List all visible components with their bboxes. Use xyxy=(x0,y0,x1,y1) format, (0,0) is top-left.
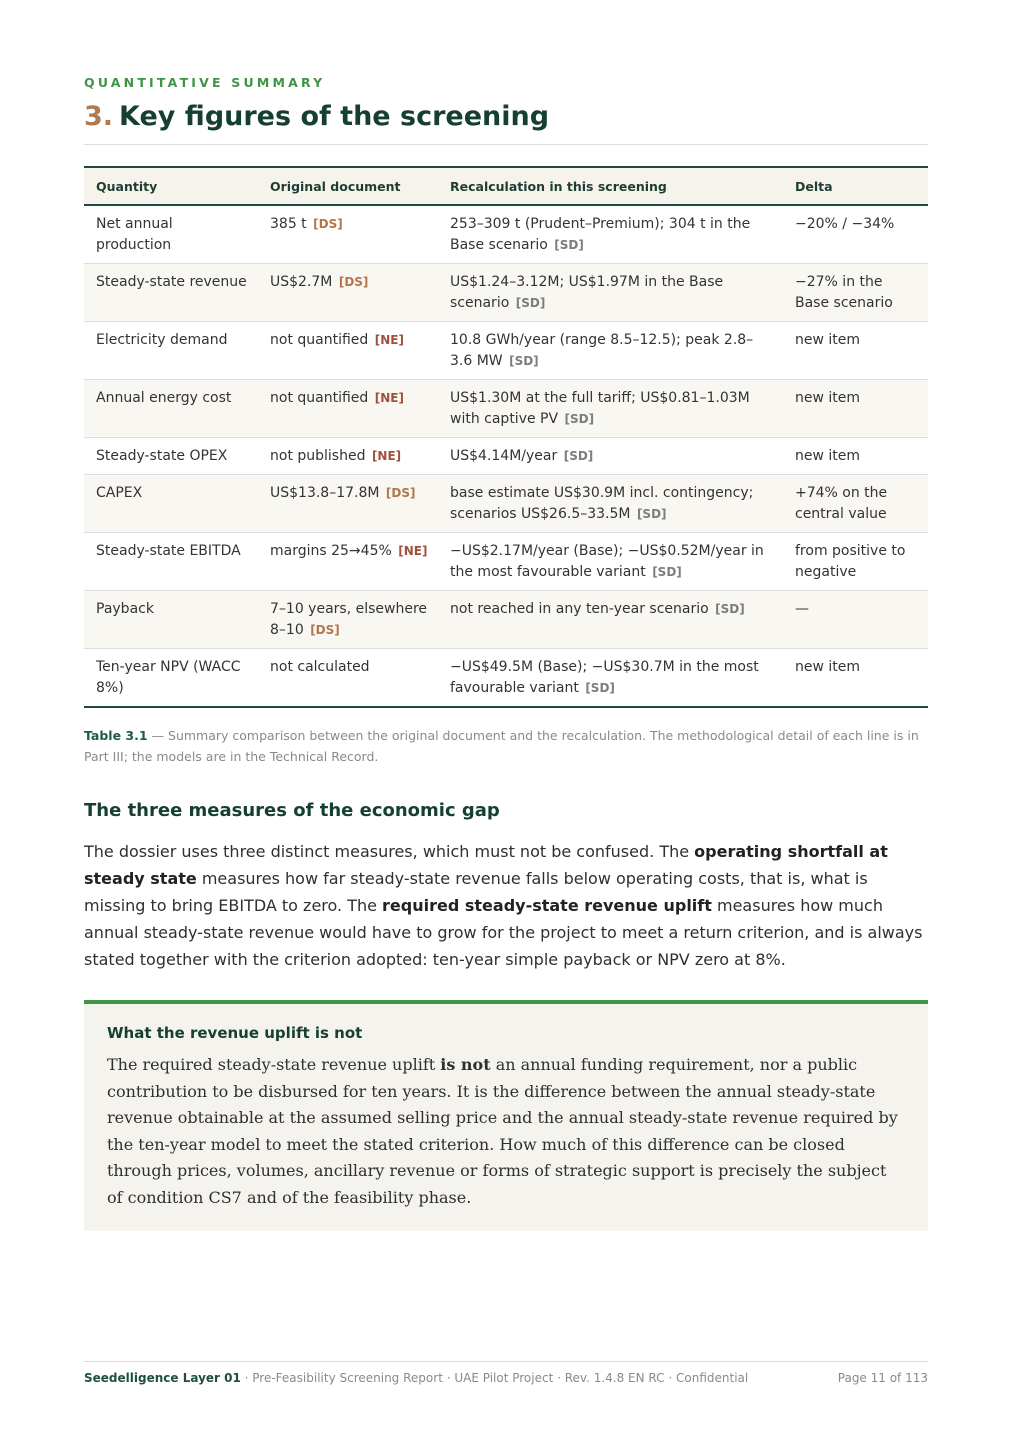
source-tag: [NE] xyxy=(398,544,428,558)
source-tag: [NE] xyxy=(374,333,404,347)
cell-recalc xyxy=(438,380,783,438)
cell-original-value: not quantified xyxy=(270,390,369,406)
cell-delta: +74% on the central value xyxy=(783,475,928,533)
source-tag: [SD] xyxy=(554,238,584,252)
callout-text: an annual funding requirement, nor a public contribution to be disbursed for ten years. It is the difference between the annual steady-state revenue obtainable at the assumed selling price and the annual steady-state revenue required by the ten-year model to meet the stated criterion. How much of this difference can be closed through prices, volumes, ancillary revenue or forms of strategic support is precisely the subject of condition CS7 and of the feasibility phase. xyxy=(107,1055,898,1207)
cell-original-value: US$13.8–17.8M xyxy=(270,485,380,501)
emphasis-term: operating shortfall at steady state xyxy=(84,842,888,888)
callout-text: The required steady-state revenue uplift xyxy=(107,1055,441,1074)
cell-recalc xyxy=(438,264,783,322)
cell-quantity: Steady-state OPEX xyxy=(84,438,258,475)
source-tag: [DS] xyxy=(313,217,343,231)
cell-original xyxy=(258,264,438,322)
cell-quantity: Annual energy cost xyxy=(84,380,258,438)
column-header-quantity: Quantity xyxy=(84,167,258,205)
table-row xyxy=(84,475,928,533)
cell-recalc xyxy=(438,649,783,708)
cell-original-value: not calculated xyxy=(270,659,370,675)
source-tag: [NE] xyxy=(371,449,402,463)
cell-recalc xyxy=(438,322,783,380)
source-tag: [SD] xyxy=(652,565,682,579)
cell-quantity: Steady-state revenue xyxy=(84,264,258,322)
column-header-delta: Delta xyxy=(783,167,928,205)
cell-recalc-value: 10.8 GWh/year (range 8.5–12.5); peak 2.8–3.6 MW xyxy=(450,332,754,369)
cell-recalc-value: base estimate US$30.9M incl. contingency; scenarios US$26.5–33.5M xyxy=(450,485,754,522)
source-tag: [SD] xyxy=(515,296,546,310)
source-tag: [SD] xyxy=(585,681,615,695)
cell-recalc-value: US$1.24–3.12M; US$1.97M in the Base scenario xyxy=(450,274,724,311)
caption-text: — Summary comparison between the original document and the recalculation. The methodological detail of each line is in Part III; the models are in the Technical Record. xyxy=(84,728,919,764)
title-divider xyxy=(84,144,928,145)
source-tag: [DS] xyxy=(310,623,340,637)
page-number: Page 11 of 113 xyxy=(837,1371,928,1385)
cell-delta: new item xyxy=(783,380,928,438)
cell-recalc-value: US$1.30M at the full tariff; US$0.81–1.03M with captive PV xyxy=(450,390,750,427)
cell-original-value: 7–10 years, elsewhere 8–10 xyxy=(270,601,428,638)
cell-original xyxy=(258,438,438,475)
cell-recalc-value: −US$2.17M/year (Base); −US$0.52M/year in the most favourable variant xyxy=(450,543,764,580)
summary-table xyxy=(84,166,928,708)
cell-original-value: 385 t xyxy=(270,216,307,232)
source-tag: [SD] xyxy=(564,412,595,426)
cell-recalc xyxy=(438,438,783,475)
source-tag: [NE] xyxy=(374,391,404,405)
table-row xyxy=(84,438,928,475)
cell-recalc-value: 253–309 t (Prudent–Premium); 304 t in the Base scenario xyxy=(450,216,751,253)
emphasis-term: required steady-state revenue uplift xyxy=(382,896,712,915)
cell-quantity: Payback xyxy=(84,591,258,649)
callout-body xyxy=(107,1052,905,1211)
page-title xyxy=(84,101,549,132)
cell-original-value: not published xyxy=(270,448,366,464)
cell-delta: — xyxy=(783,591,928,649)
subsection-title: The three measures of the economic gap xyxy=(84,800,500,821)
table-row xyxy=(84,533,928,591)
callout-title: What the revenue uplift is not xyxy=(107,1024,363,1042)
cell-original-value: US$2.7M xyxy=(270,274,333,290)
table-caption xyxy=(84,725,928,767)
body-paragraph xyxy=(84,838,928,973)
table-header-row xyxy=(84,167,928,205)
table-row xyxy=(84,264,928,322)
source-tag: [SD] xyxy=(563,449,594,463)
source-tag: [SD] xyxy=(509,354,539,368)
cell-delta: new item xyxy=(783,649,928,708)
page-footer xyxy=(84,1371,928,1385)
cell-delta: new item xyxy=(783,322,928,380)
cell-original-value: margins 25→45% xyxy=(270,543,392,559)
cell-original xyxy=(258,591,438,649)
table-row xyxy=(84,205,928,264)
section-kicker: QUANTITATIVE SUMMARY xyxy=(84,75,326,90)
column-header-original: Original document xyxy=(258,167,438,205)
paragraph-text: The dossier uses three distinct measures, which must not be confused. The xyxy=(84,842,695,861)
source-tag: [SD] xyxy=(715,602,745,616)
cell-original xyxy=(258,475,438,533)
cell-original-value: not quantified xyxy=(270,332,369,348)
footer-divider xyxy=(84,1361,928,1362)
cell-original xyxy=(258,649,438,708)
paragraph-text: measures how far steady-state revenue falls below operating costs, that is, what is missing to bring EBITDA to zero. The xyxy=(84,869,868,915)
footer-brand: Seedelligence Layer 01 xyxy=(84,1371,241,1385)
cell-recalc xyxy=(438,591,783,649)
cell-original xyxy=(258,205,438,264)
source-tag: [DS] xyxy=(385,486,416,500)
source-tag: [SD] xyxy=(636,507,667,521)
callout-box xyxy=(84,1000,928,1231)
cell-original xyxy=(258,380,438,438)
cell-quantity: Net annual production xyxy=(84,205,258,264)
cell-recalc xyxy=(438,205,783,264)
column-header-recalculation: Recalculation in this screening xyxy=(438,167,783,205)
cell-original xyxy=(258,533,438,591)
cell-recalc-value: US$4.14M/year xyxy=(450,448,558,464)
cell-quantity: CAPEX xyxy=(84,475,258,533)
source-tag: [DS] xyxy=(338,275,369,289)
cell-original xyxy=(258,322,438,380)
cell-recalc xyxy=(438,533,783,591)
table-row xyxy=(84,591,928,649)
table-row xyxy=(84,649,928,708)
cell-delta: −27% in the Base scenario xyxy=(783,264,928,322)
footer-text: · Pre-Feasibility Screening Report · UAE Pilot Project · Rev. 1.4.8 EN RC · Confidential xyxy=(240,1371,749,1385)
section-title: Key figures of the screening xyxy=(119,101,550,132)
cell-delta: −20% / −34% xyxy=(783,205,928,264)
cell-quantity: Ten-year NPV (WACC 8%) xyxy=(84,649,258,708)
paragraph-text: measures how much annual steady-state revenue would have to grow for the project to meet a return criterion, and is always stated together with the criterion adopted: ten-year simple payback or NPV zero at 8%. xyxy=(84,896,923,969)
caption-label: Table 3.1 xyxy=(84,728,148,743)
table-row xyxy=(84,322,928,380)
cell-quantity: Electricity demand xyxy=(84,322,258,380)
cell-recalc xyxy=(438,475,783,533)
cell-delta: new item xyxy=(783,438,928,475)
section-number: 3. xyxy=(84,101,114,132)
callout-emphasis: is not xyxy=(440,1055,491,1074)
cell-recalc-value: −US$49.5M (Base); −US$30.7M in the most favourable variant xyxy=(450,659,759,696)
cell-quantity: Steady-state EBITDA xyxy=(84,533,258,591)
cell-delta: from positive to negative xyxy=(783,533,928,591)
table-row xyxy=(84,380,928,438)
cell-recalc-value: not reached in any ten-year scenario xyxy=(450,601,709,617)
